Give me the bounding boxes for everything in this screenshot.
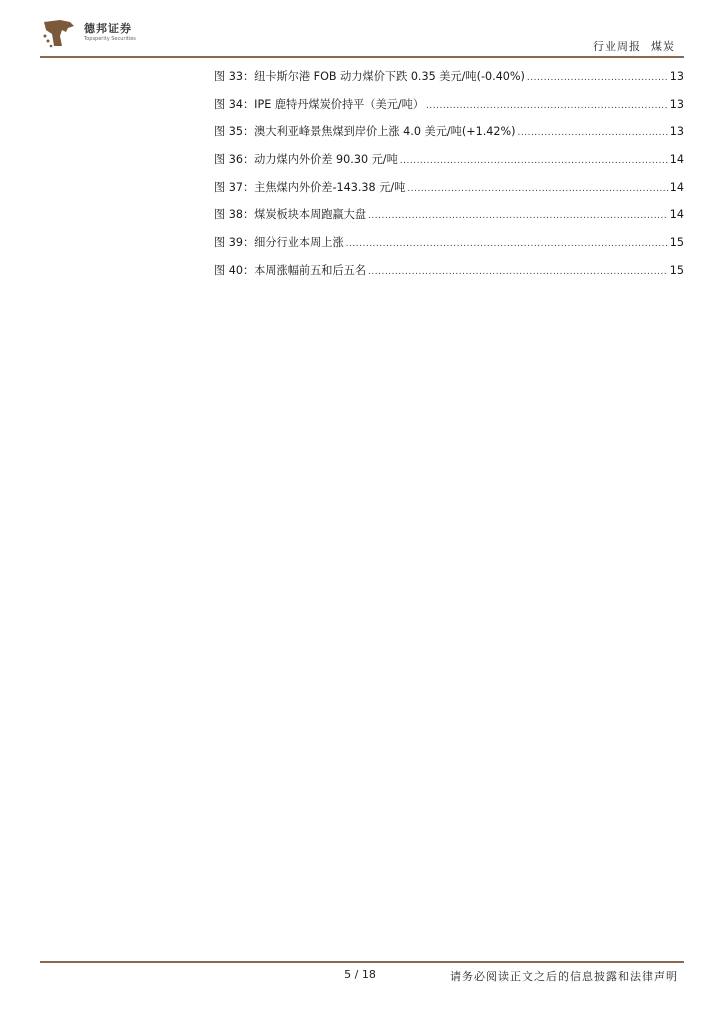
toc-entry-title: 图 39：细分行业本周上涨 (214, 236, 344, 250)
toc-leader-dots (346, 239, 668, 249)
toc-entry-page: 15 (669, 236, 684, 250)
toc-entry-page: 13 (669, 125, 684, 139)
toc-entry-title: 图 36：动力煤内外价差 90.30 元/吨 (214, 153, 398, 167)
logo-mark-icon (40, 16, 78, 50)
toc-entry[interactable] (214, 123, 684, 151)
logo-chinese-name: 德邦证券 (84, 22, 132, 35)
toc-entry-title: 图 35：澳大利亚峰景焦煤到岸价上涨 4.0 美元/吨(+1.42%) (214, 125, 516, 139)
toc-entry[interactable] (214, 234, 684, 262)
toc-entry[interactable] (214, 68, 684, 96)
logo-english-name: Topsperity Securities (84, 36, 136, 42)
toc-entry-title: 图 40：本周涨幅前五和后五名 (214, 263, 367, 277)
toc-entry-title: 图 33：纽卡斯尔港 FOB 动力煤价下跌 0.35 美元/吨(-0.40%) (214, 70, 525, 83)
toc-leader-dots (407, 184, 667, 194)
toc-entry-page: 14 (669, 208, 684, 222)
company-logo (40, 16, 136, 50)
toc-entry[interactable] (214, 262, 684, 290)
toc-leader-dots (368, 267, 668, 277)
toc-leader-dots (518, 128, 668, 138)
toc-entry-page: 15 (669, 263, 684, 277)
header-report-info (593, 38, 675, 54)
toc-entry-page: 14 (669, 153, 684, 167)
toc-entry-title: 图 34：IPE 鹿特丹煤炭价持平（美元/吨） (214, 97, 425, 111)
toc-entry[interactable] (214, 179, 684, 207)
toc-leader-dots (400, 156, 668, 166)
toc-leader-dots (426, 101, 668, 111)
toc-entry-title: 图 37：主焦煤内外价差-143.38 元/吨 (214, 180, 406, 194)
page-indicator: 5 / 18 (344, 968, 376, 981)
footer-divider (40, 961, 684, 963)
toc-entry[interactable] (214, 151, 684, 179)
figure-index-list (214, 68, 684, 290)
toc-entry-page: 14 (669, 180, 684, 194)
report-type: 行业周报 (593, 40, 641, 53)
toc-leader-dots (527, 73, 668, 83)
report-sector: 煤炭 (651, 40, 675, 53)
toc-entry-page: 13 (669, 70, 684, 83)
toc-entry[interactable] (214, 96, 684, 124)
toc-entry-page: 13 (669, 97, 684, 111)
toc-entry-title: 图 38：煤炭板块本周跑赢大盘 (214, 208, 367, 222)
footer-disclaimer: 请务必阅读正文之后的信息披露和法律声明 (450, 970, 678, 983)
toc-entry[interactable] (214, 206, 684, 234)
toc-leader-dots (368, 211, 668, 221)
header-divider (40, 56, 684, 58)
